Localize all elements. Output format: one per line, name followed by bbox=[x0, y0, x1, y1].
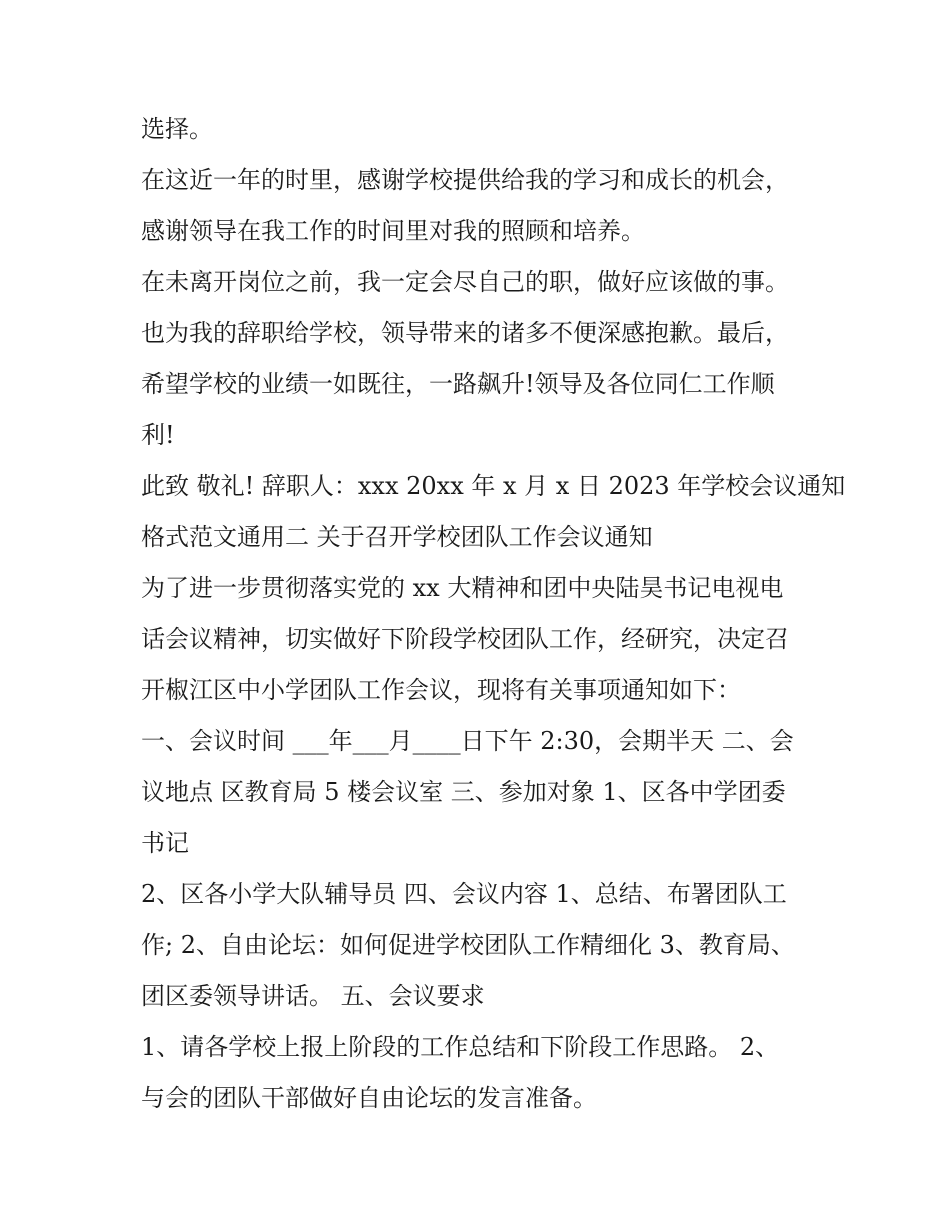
text-line: 开椒江区中小学团队工作会议，现将有关事项通知如下： bbox=[141, 676, 741, 704]
text-line: 议地点 区教育局 5 楼会议室 三、参加对象 1、区各中学团委 bbox=[141, 778, 786, 806]
text-line: 希望学校的业绩一如既往，一路飙升!领导及各位同仁工作顺 bbox=[141, 370, 775, 398]
text-line: 2、区各小学大队辅导员 四、会议内容 1、总结、布署团队工 bbox=[141, 880, 787, 908]
text-line: 此致 敬礼! 辞职人：xxx 20xx 年 x 月 x 日 2023 年学校会议通知 bbox=[141, 472, 846, 500]
text-line: 话会议精神，切实做好下阶段学校团队工作，经研究，决定召 bbox=[141, 625, 789, 653]
text-line: 选择。 bbox=[141, 115, 213, 143]
text-line: 在这近一年的时里，感谢学校提供给我的学习和成长的机会， bbox=[141, 166, 789, 194]
text-line: 作; 2、自由论坛：如何促进学校团队工作精细化 3、教育局、 bbox=[141, 931, 795, 959]
text-line: 与会的团队干部做好自由论坛的发言准备。 bbox=[141, 1084, 597, 1112]
text-line: 1、请各学校上报上阶段的工作总结和下阶段工作思路。 2、 bbox=[141, 1033, 780, 1061]
text-line: 书记 bbox=[141, 829, 189, 857]
text-line: 利! bbox=[141, 421, 175, 449]
document-body bbox=[141, 104, 846, 1124]
text-line: 感谢领导在我工作的时间里对我的照顾和培养。 bbox=[141, 217, 645, 245]
text-line: 格式范文通用二 关于召开学校团队工作会议通知 bbox=[141, 523, 653, 551]
text-line: 在未离开岗位之前，我一定会尽自己的职，做好应该做的事。 bbox=[141, 268, 789, 296]
text-line: 也为我的辞职给学校，领导带来的诸多不便深感抱歉。最后， bbox=[141, 319, 789, 347]
text-line: 团区委领导讲话。 五、会议要求 bbox=[141, 982, 485, 1010]
text-line: 一、会议时间 ___年___月____日下午 2:30，会期半天 二、会 bbox=[141, 727, 794, 755]
text-line: 为了进一步贯彻落实党的 xx 大精神和团中央陆昊书记电视电 bbox=[141, 574, 784, 602]
